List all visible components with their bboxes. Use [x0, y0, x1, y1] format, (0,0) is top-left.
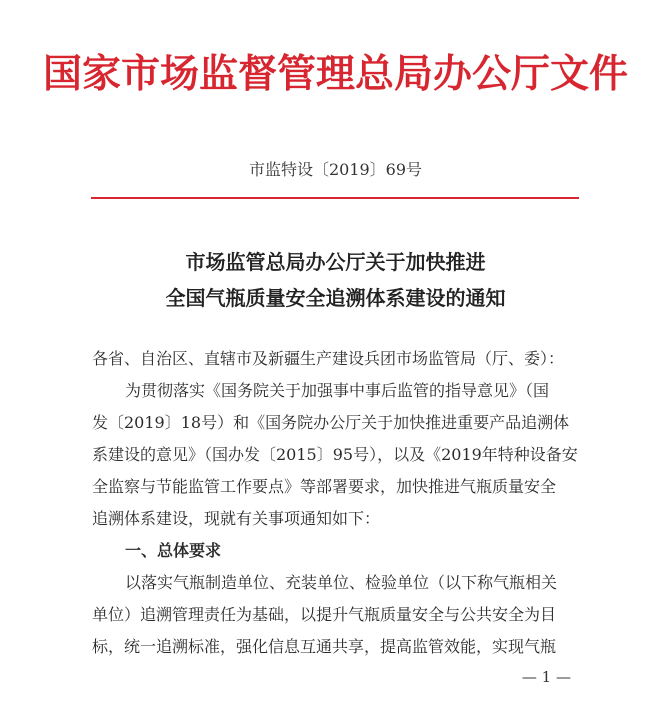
salutation-line: 各省、自治区、直辖市及新疆生产建设兵团市场监管局（厅、委）：: [92, 349, 565, 368]
paragraph-line: 发〔2019〕18号）和《国务院办公厅关于加快推进重要产品追溯体: [92, 413, 570, 432]
document-number: 市监特设〔2019〕69号: [248, 160, 423, 179]
issuing-authority-header: 国家市场监督管理总局办公厅文件: [42, 51, 628, 97]
red-separator-line: [91, 197, 579, 199]
paragraph-line: 追溯体系建设，现就有关事项通知如下：: [92, 509, 381, 528]
notice-title-line: 全国气瓶质量安全追溯体系建设的通知: [165, 286, 506, 310]
notice-title: [0, 244, 671, 316]
page-number: — 1 —: [521, 668, 571, 686]
paragraph-line: 系建设的意见》（国办发〔2015〕95号），以及《2019年特种设备安: [92, 445, 578, 464]
paragraph-line: 全监察与节能监管工作要点》等部署要求，加快推进气瓶质量安全: [92, 477, 557, 496]
notice-title-line: 市场监管总局办公厅关于加快推进: [185, 250, 486, 274]
body-text: [92, 343, 584, 663]
paragraph-line: 为贯彻落实《国务院关于加强事中事后监管的指导意见》（国: [125, 381, 550, 400]
section-heading: 一、总体要求: [125, 541, 222, 560]
paragraph-line: 以落实气瓶制造单位、充装单位、检验单位（以下称气瓶相关: [125, 573, 558, 592]
paragraph-line: 单位）追溯管理责任为基础，以提升气瓶质量安全与公共安全为目: [92, 605, 557, 624]
paragraph-line: 标，统一追溯标准，强化信息互通共享，提高监管效能，实现气瓶: [92, 637, 557, 656]
